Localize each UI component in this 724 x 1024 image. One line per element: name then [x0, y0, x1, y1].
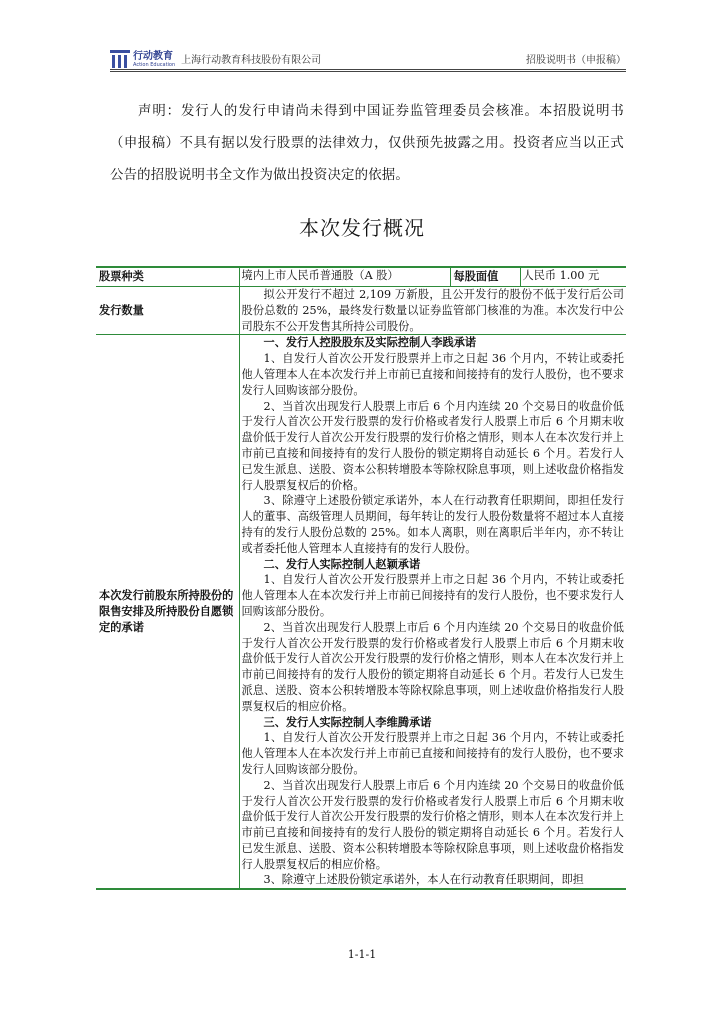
- lockup-commitments: [239, 335, 626, 889]
- page-number: 1-1-1: [347, 948, 377, 961]
- commitment-paragraph: 1、自发行人首次公开发行股票并上市之日起 36 个月内，不转让或委托他人管理本人在本次发行并上市前已间接持有的发行人股份，也不要求发行人回购该部分股份。: [241, 573, 624, 618]
- section-heading: 三、发行人实际控制人李维腾承诺: [263, 715, 432, 729]
- company-name: 上海行动教育科技股份有限公司: [181, 55, 322, 66]
- quantity-text: 拟公开发行不超过 2,109 万新股，且公开发行的股份不低于发行后公司股份总数的 25%，最终发行数量以证券监管部门核准的为准。本次发行中公司股东不公开发售其所持公司股份。: [241, 288, 624, 333]
- commitment-paragraph: 2、当首次出现发行人股票上市后 6 个月内连续 20 个交易日的收盘价低于发行人首次公开发行股票的发行价格或者发行人股票上市后 6 个月期末收盘价低于发行人首次公开发行股票的发行价格之情形，则本人在本次发行并上市前已间接持有的发行人股份的锁定期将自动延长 6 个月。若发行人已发生派息、送股、资本公积转增股本等除权除息事项，则上述收盘价格指发行人股票复权后的相应价格。: [241, 620, 624, 713]
- logo-cn-text: 行动教育: [133, 51, 173, 62]
- section-heading: 一、发行人控股股东及实际控制人李践承诺: [263, 336, 477, 350]
- table-row: [96, 267, 626, 287]
- quantity-value: [239, 287, 626, 335]
- page-header: [110, 44, 626, 68]
- commitment-paragraph: 3、除遵守上述股份锁定承诺外，本人在行动教育任职期间，即担任发行人的董事、高级管理人员期间，每年转让的发行人股份数量将不超过本人直接持有的发行人股份总数的 25%。如本人离职，则在离职后半年内，亦不转让或者委托他人管理本人直接持有的发行人股份。: [241, 494, 624, 555]
- par-value-value: 人民币 1.00 元: [520, 267, 626, 287]
- stock-type-label: 股票种类: [96, 267, 239, 287]
- commitment-paragraph: 2、当首次出现发行人股票上市后 6 个月内连续 20 个交易日的收盘价低于发行人首次公开发行股票的发行价格或者发行人股票上市后 6 个月期末收盘价低于发行人首次公开发行股票的发行价格之情形，则本人在本次发行并上市前已直接和间接持有的发行人股份的锁定期将自动延长 6 个月。若发行人已发生派息、送股、资本公积转增股本等除权除息事项，则上述收盘价格指发行人股票复权后的价格。: [241, 399, 624, 492]
- commitment-paragraph: 1、自发行人首次公开发行股票并上市之日起 36 个月内，不转让或委托他人管理本人在本次发行并上市前已直接和间接持有的发行人股份，也不要求发行人回购该部分股份。: [241, 731, 624, 776]
- lockup-label: 本次发行前股东所持股份的限售安排及所持股份自愿锁定的承诺: [96, 335, 239, 889]
- par-value-label: 每股面值: [450, 267, 520, 287]
- table-row: [96, 335, 626, 889]
- commitment-paragraph: 1、自发行人首次公开发行股票并上市之日起 36 个月内，不转让或委托他人管理本人在本次发行并上市前已直接和间接持有的发行人股份，也不要求发行人回购该部分股份。: [241, 352, 624, 397]
- logo-mark-icon: [110, 48, 130, 68]
- disclaimer-statement: 声明：发行人的发行申请尚未得到中国证券监管理委员会核准。本招股说明书（申报稿）不具有据以发行股票的法律效力，仅供预先披露之用。投资者应当以正式公告的招股说明书全文作为做出投资决定的依据。: [110, 104, 624, 183]
- stock-type-value: 境内上市人民币普通股（A 股）: [239, 267, 450, 287]
- commitment-paragraph: 3、除遵守上述股份锁定承诺外，本人在行动教育任职期间，即担: [263, 873, 584, 887]
- table-row: [96, 287, 626, 335]
- offering-overview-table: [96, 266, 626, 890]
- document-name: 招股说明书（申报稿）: [526, 55, 626, 66]
- quantity-label: 发行数量: [96, 287, 239, 335]
- section-heading: 二、发行人实际控制人赵颖承诺: [263, 557, 421, 571]
- commitment-paragraph: 2、当首次出现发行人股票上市后 6 个月内连续 20 个交易日的收盘价低于发行人首次公开发行股票的发行价格或者发行人股票上市后 6 个月期末收盘价低于发行人首次公开发行股票的发行价格之情形，则本人在本次发行并上市前已直接和间接持有的发行人股份的锁定期将自动延长 6 个月。若发行人已发生派息、送股、资本公积转增股本等除权除息事项，则上述收盘价格指发行人股票复权后的相应价格。: [241, 778, 624, 871]
- logo-en-text: Action Education: [133, 62, 176, 68]
- header-divider: [110, 69, 626, 72]
- company-logo: [110, 48, 175, 68]
- page-title: 本次发行概况: [299, 216, 425, 240]
